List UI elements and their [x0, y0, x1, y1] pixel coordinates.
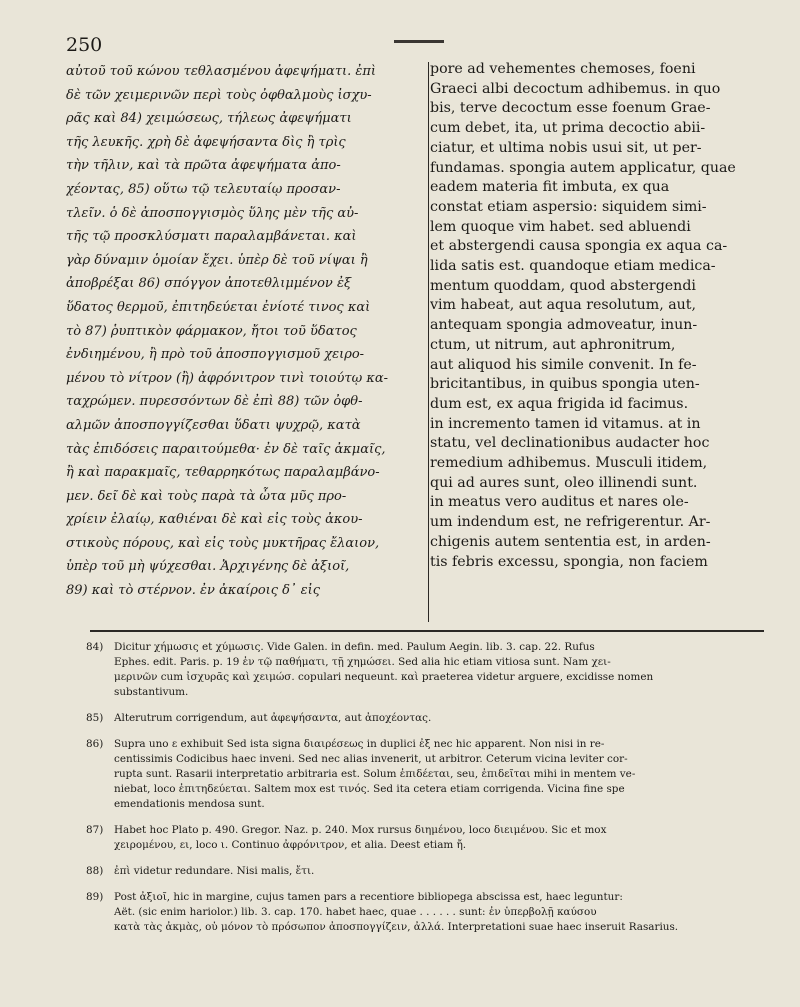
- footnote-line: Post ἀξιοῖ, hic in margine, cujus tamen pars a recentiore bibliopega abscissa est, haec leguntur:: [114, 891, 623, 903]
- latin-text-line: Graeci albi decoctum adhibemus. in quo: [430, 80, 721, 97]
- footnote-text: [114, 640, 774, 700]
- latin-text-line: aut aliquod his simile convenit. In fe-: [430, 356, 697, 373]
- footnote-number: 84): [86, 641, 104, 653]
- latin-text-line: mentum quoddam, quod abstergendi: [430, 277, 696, 294]
- footnote: [86, 823, 774, 853]
- footnote-line: ἐπὶ videtur redundare. Nisi malis, ἔτι.: [114, 865, 315, 877]
- latin-text-line: fundamas. spongia autem applicatur, quae: [430, 159, 736, 176]
- footnote-line: emendationis mendosa sunt.: [114, 798, 265, 810]
- latin-text-line: bis, terve decoctum esse foenum Grae-: [430, 100, 711, 117]
- greek-text-line: στικοὺς πόρους, καὶ εἰς τοὺς μυκτῆρας ἔλαιον,: [66, 535, 380, 551]
- latin-text-line: vim habeat, aut aqua resolutum, aut,: [430, 297, 697, 314]
- footnote-number: 85): [86, 712, 104, 724]
- greek-text-line: ἐνδιημένου, ἢ πρὸ τοῦ ἀποσπογγισμοῦ χειρο-: [66, 347, 365, 363]
- footnote: [86, 737, 774, 812]
- greek-text-line: μεν. δεῖ δὲ καὶ τοὺς παρὰ τὰ ὦτα μῦς προ-: [66, 488, 347, 504]
- latin-text-line: constat etiam aspersio: siquidem simi-: [430, 198, 707, 215]
- footnote-line: rupta sunt. Rasarii interpretatio arbitraria est. Solum ἐπιδέεται, seu, ἐπιδεῖται mihi in mentem ve-: [114, 768, 636, 780]
- footnote-line: μερινῶν cum ἰσχυρᾶς καὶ χειμώσ. copulari nequeunt. καὶ praeterea videtur arguere, excidisse nomen: [114, 671, 654, 683]
- footnote-rule: [90, 630, 764, 632]
- footnote: [86, 711, 774, 726]
- footnote-line: Aët. (sic enim hariolor.) lib. 3. cap. 170. habet haec, quae . . . . . . sunt: ἐν ὑπερβολῇ καύσου: [114, 906, 597, 918]
- footnote-text: [114, 737, 774, 812]
- footnote: [86, 640, 774, 700]
- greek-text-line: ἀποβρέξαι 86) σπόγγον ἀποτεθλιμμένον ἐξ: [66, 276, 352, 292]
- latin-text-line: lem quoque vim habet. sed abluendi: [430, 218, 691, 235]
- greek-text-line: τὴν τῆλιν, καὶ τὰ πρῶτα ἀφεψήματα ἀπο-: [66, 158, 341, 174]
- latin-text-line: qui ad aures sunt, oleo illinendi sunt.: [430, 474, 698, 491]
- page-number: 250: [66, 34, 103, 56]
- latin-text-line: cum debet, ita, ut prima decoctio abii-: [430, 120, 706, 137]
- latin-text-line: lida satis est. quandoque etiam medica-: [430, 258, 716, 275]
- latin-text-line: antequam spongia admoveatur, inun-: [430, 317, 698, 334]
- footnote-text: [114, 864, 774, 879]
- latin-text-line: et abstergendi causa spongia ex aqua ca-: [430, 238, 728, 255]
- greek-text-line: χρίειν ἐλαίῳ, καθιέναι δὲ καὶ εἰς τοὺς ἀκου-: [66, 512, 363, 528]
- greek-text-line: χέοντας, 85) οὕτω τῷ τελευταίῳ προσαν-: [66, 181, 341, 197]
- latin-text-line: pore ad vehementes chemoses, foeni: [430, 61, 696, 77]
- footnote-line: niebat, loco ἐπιτηδεύεται. Saltem mox est τινός. Sed ita cetera etiam corrigenda. Vicina fine spe: [114, 783, 625, 795]
- latin-text-line: um indendum est, ne refrigerentur. Ar-: [430, 514, 711, 531]
- footnote-line: Supra uno ε exhibuit Sed ista signa διαιρέσεως in duplici ἐξ nec hic apparent. Non nisi in re-: [114, 738, 605, 750]
- latin-text-line: remedium adhibemus. Musculi itidem,: [430, 455, 708, 472]
- greek-text-line: ὕδατος θερμοῦ, ἐπιτηδεύεται ἐνίοτέ τινος καὶ: [66, 299, 371, 315]
- latin-text-line: in incremento tamen id vitamus. at in: [430, 415, 701, 432]
- latin-text-line: statu, vel declinationibus audacter hoc: [430, 435, 710, 452]
- footnote-line: Dicitur χήμωσις et χύμωσις. Vide Galen. in defin. med. Paulum Aegin. lib. 3. cap. 22. Rufus: [114, 641, 595, 653]
- footnote-line: centissimis Codicibus haec inveni. Sed nec alias invenerit, ut arbitror. Ceterum vicina leviter cor-: [114, 753, 628, 765]
- footnote-number: 87): [86, 824, 104, 836]
- greek-text-line: ὑπὲρ τοῦ μὴ ψύχεσθαι. Ἀρχιγένης δὲ ἀξιοῖ,: [66, 559, 350, 575]
- footnote-number: 86): [86, 738, 104, 750]
- greek-text-line: τὰς ἐπιδόσεις παραιτούμεθα· ἐν δὲ ταῖς ἀκμαῖς,: [66, 441, 386, 457]
- greek-text-column: [66, 60, 420, 603]
- latin-text-line: tis febris excessu, spongia, non faciem: [430, 553, 708, 570]
- greek-text-line: ταχρώμεν. πυρεσσόντων δὲ ἐπὶ 88) τῶν ὀφθ-: [66, 394, 363, 410]
- footnote-line: Alterutrum corrigendum, aut ἀφεψήσαντα, aut ἀποχέοντας.: [114, 712, 432, 724]
- greek-text-line: ρᾶς καὶ 84) χειμώσεως, τήλεως ἀφεψήματι: [66, 111, 352, 127]
- footnote-line: Habet hoc Plato p. 490. Gregor. Naz. p. 240. Mox rursus διημένου, loco διειμένου. Sic et mox: [114, 824, 607, 836]
- footnote-number: 88): [86, 865, 104, 877]
- footnote-line: κατὰ τὰς ἀκμὰς, οὐ μόνον τὸ πρόσωπον ἀποσπογγίζειν, ἀλλά. Interpretationi suae haec inseruit Rasarius.: [114, 921, 679, 933]
- greek-text-line: τλεῖν. ὁ δὲ ἀποσπογγισμὸς ὕλης μὲν τῆς αὐ-: [66, 205, 359, 221]
- greek-text-line: αὐτοῦ τοῦ κώνου τεθλασμένου ἀφεψήματι. ἐπὶ: [66, 64, 376, 79]
- footnote-line: substantivum.: [114, 686, 189, 698]
- footnote: [86, 890, 774, 935]
- latin-text-line: eadem materia fit imbuta, ex qua: [430, 179, 670, 196]
- greek-text-line: ἢ καὶ παρακμαῖς, τεθαρρηκότως παραλαμβάνο-: [66, 465, 380, 481]
- latin-text-line: dum est, ex aqua frigida id facimus.: [430, 395, 689, 412]
- greek-text-line: γὰρ δύναμιν ὁμοίαν ἔχει. ὑπὲρ δὲ τοῦ νίψαι ἢ: [66, 252, 368, 268]
- latin-text-line: ctum, ut nitrum, aut aphronitrum,: [430, 336, 676, 353]
- column-divider: [428, 62, 429, 622]
- footnote-line: χειρομένου, ει, loco ι. Continuo ἀφρόνιτρον, et alia. Deest etiam ἤ.: [114, 839, 467, 851]
- footnote: [86, 864, 774, 879]
- greek-text-line: μένου τὸ νίτρον (ἢ) ἀφρόνιτρον τινὶ τοιούτῳ κα-: [66, 370, 389, 386]
- greek-text-line: τὸ 87) ῥυπτικὸν φάρμακον, ἤτοι τοῦ ὕδατος: [66, 323, 357, 339]
- latin-text-line: ciatur, et ultima nobis usui sit, ut per-: [430, 139, 702, 156]
- footnote-text: [114, 890, 774, 935]
- greek-text-line: αλμῶν ἀποσπογγίζεσθαι ὕδατι ψυχρῷ, κατὰ: [66, 417, 361, 433]
- footnote-text: [114, 711, 774, 726]
- latin-text-line: bricitantibus, in quibus spongia uten-: [430, 376, 700, 393]
- footnote-text: [114, 823, 774, 853]
- latin-text-line: in meatus vero auditus et nares ole-: [430, 494, 689, 511]
- footnote-line: Ephes. edit. Paris. p. 19 ἐν τῷ παθήματι, τῇ χημώσει. Sed alia hic etiam vitiosa sunt. Nam χει-: [114, 656, 611, 668]
- greek-text-line: 89) καὶ τὸ στέρνον. ἐν ἀκαίροις δ᾽ εἰς: [66, 583, 320, 599]
- header-ornament: [394, 40, 444, 43]
- latin-text-line: chigenis autem sententia est, in arden-: [430, 533, 711, 550]
- footnote-number: 89): [86, 891, 104, 903]
- greek-text-line: τῆς τῷ προσκλύσματι παραλαμβάνεται. καὶ: [66, 229, 357, 245]
- footnotes: [86, 640, 774, 946]
- latin-text-column: [430, 60, 768, 572]
- greek-text-line: τῆς λευκῆς. χρὴ δὲ ἀφεψήσαντα δὶς ἢ τρὶς: [66, 134, 346, 150]
- greek-text-line: δὲ τῶν χειμερινῶν περὶ τοὺς ὀφθαλμοὺς ἰσχυ-: [66, 87, 372, 103]
